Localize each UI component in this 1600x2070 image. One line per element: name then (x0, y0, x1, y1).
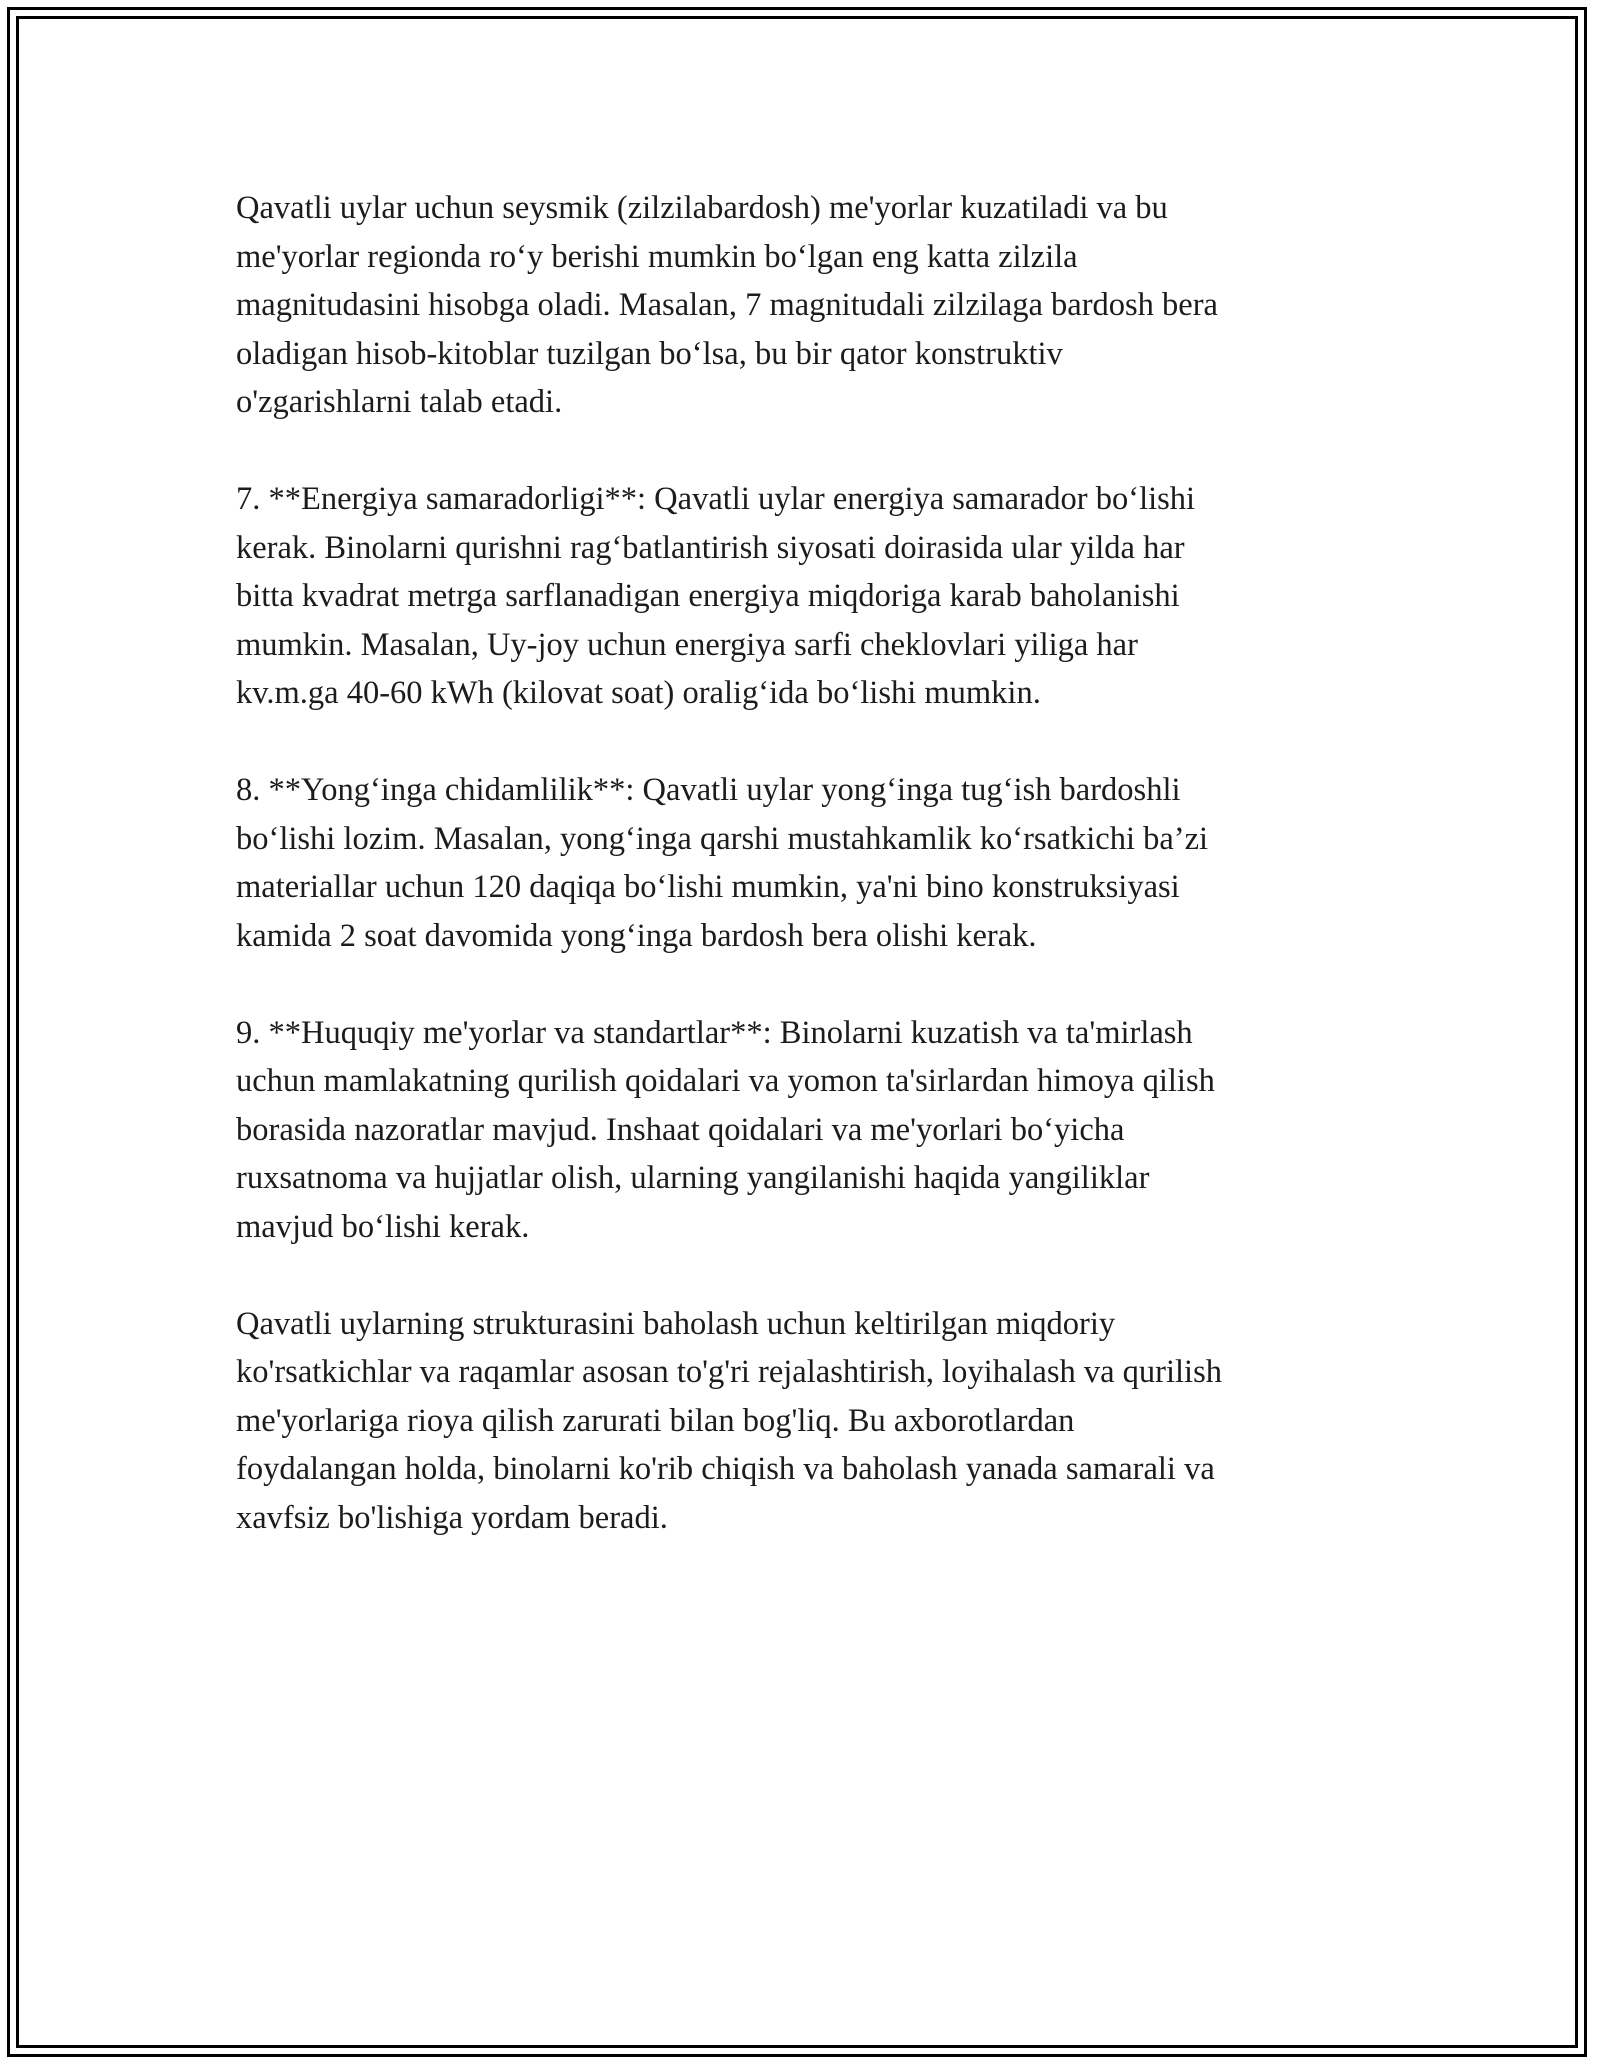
paragraph-seismic-norms: Qavatli uylar uchun seysmik (zilzilabardosh) me'yorlar kuzatiladi va bu me'yorlar regionda ro‘y berishi mumkin bo‘lgan eng katta zilzila magnitudasini hisobga oladi. Masalan, 7 magnitudali zilzilaga bardosh bera oladigan hisob-kitoblar tuzilgan bo‘lsa, bu bir qator konstruktiv o'zgarishlarni talab etadi. (236, 190, 1218, 420)
paragraph-legal-standards: 9. **Huquqiy me'yorlar va standartlar**: Binolarni kuzatish va ta'mirlash uchun mamlakatning qurilish qoidalari va yomon ta'sirlardan himoya qilish borasida nazoratlar mavjud. Inshaat qoidalari va me'yorlari bo‘yicha ruxsatnoma va hujjatlar olish, ularning yangilanishi haqida yangiliklar mavjud bo‘lishi kerak. (236, 1014, 1215, 1245)
paragraph-energy-efficiency: 7. **Energiya samaradorligi**: Qavatli uylar energiya samarador bo‘lishi kerak. Binolarni qurishni rag‘batlantirish siyosati doirasida ular yilda har bitta kvadrat metrga sarflanadigan energiya miqdoriga karab baholanishi mumkin. Masalan, Uy-joy uchun energiya sarfi cheklovlari yiliga har kv.m.ga 40-60 kWh (kilovat soat) oralig‘ida bo‘lishi mumkin. (236, 481, 1196, 711)
document-body (236, 184, 1366, 1591)
paragraph-fire-resistance: 8. **Yong‘inga chidamlilik**: Qavatli uylar yong‘inga tug‘ish bardoshli bo‘lishi lozim. Masalan, yong‘inga qarshi mustahkamlik ko‘rsatkichi ba’zi materiallar uchun 120 daqiqa bo‘lishi mumkin, ya'ni bino konstruksiyasi kamida 2 soat davomida yong‘inga bardosh bera olishi kerak. (236, 772, 1209, 954)
paragraph-conclusion: Qavatli uylarning strukturasini baholash uchun keltirilgan miqdoriy ko'rsatkichlar va raqamlar asosan to'g'ri rejalashtirish, loyihalash va qurilish me'yorlariga rioya qilish zarurati bilan bog'liq. Bu axborotlardan foydalangan holda, binolarni ko'rib chiqish va baholash yanada samarali va xavfsiz bo'lishiga yordam beradi. (236, 1305, 1222, 1536)
